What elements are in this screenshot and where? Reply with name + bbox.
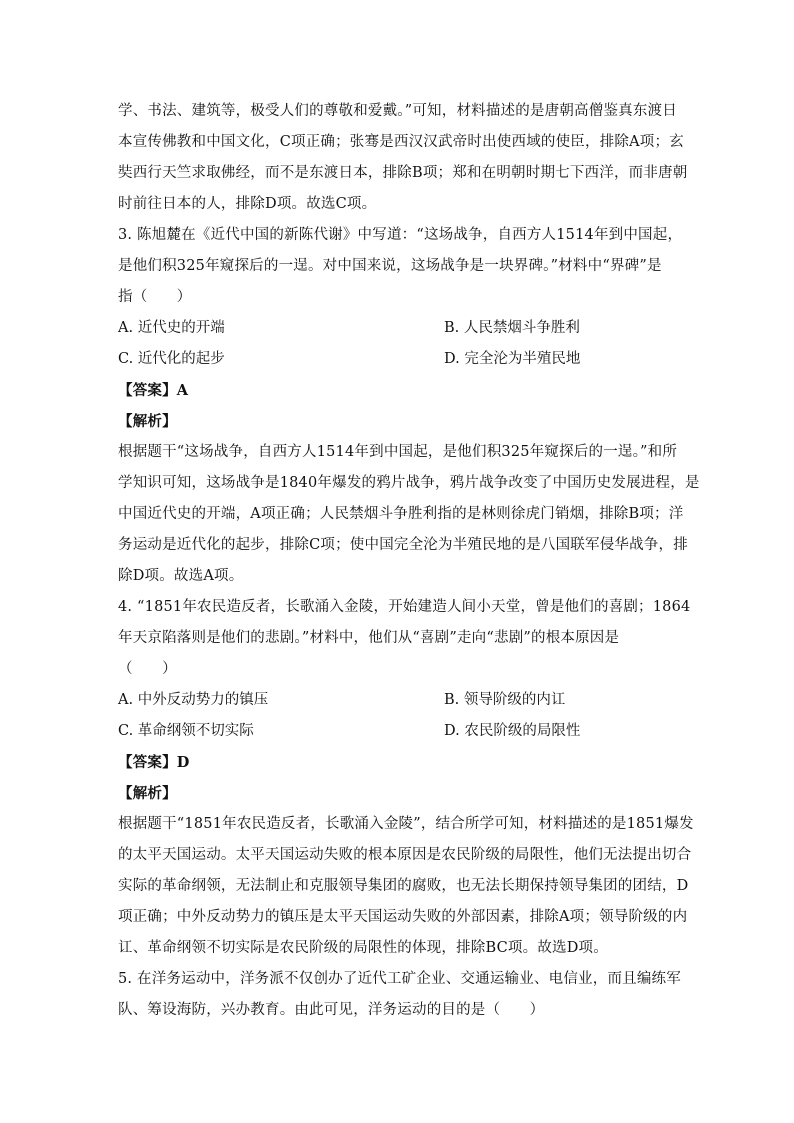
analysis-label: 【解析】 bbox=[118, 413, 177, 430]
analysis-line: 中国近代史的开端，A项正确；人民禁烟斗争胜利指的是林则徐虎门销烟，排除B项；洋 bbox=[118, 506, 684, 522]
analysis-line: 的太平天国运动。太平天国运动失败的根本原因是农民阶级的局限性，他们无法提出切合 bbox=[118, 847, 692, 863]
analysis-label: 【解析】 bbox=[118, 785, 177, 802]
analysis-line: 务运动是近代化的起步，排除C项；使中国完全沦为半殖民地的是八国联军侵华战争，排 bbox=[118, 537, 688, 553]
analysis-line: 学知识可知，这场战争是1840年爆发的鸦片战争，鸦片战争改变了中国历史发展进程，是 bbox=[118, 475, 700, 491]
question-stem-line: 3. 陈旭麓在《近代中国的新陈代谢》中写道：“这场战争，自西方人1514年到中国起， bbox=[118, 227, 683, 243]
option-d: D. 完全沦为半殖民地 bbox=[444, 351, 581, 367]
previous-explanation bbox=[118, 96, 688, 220]
text-line: 学、书法、建筑等，极受人们的尊敬和爱戴。”可知，材料描述的是唐朝高僧鉴真东渡日 bbox=[118, 103, 677, 119]
analysis-line: 除D项。故选A项。 bbox=[118, 568, 244, 584]
option-row bbox=[118, 685, 678, 716]
text-line: 时前往日本的人，排除D项。故选C项。 bbox=[118, 196, 377, 212]
question-stem-line: 是他们积325年窥探后的一逞。对中国来说，这场战争是一块界碑。”材料中“界碑”是 bbox=[118, 258, 662, 274]
text-line: 本宣传佛教和中国文化，C项正确；张骞是西汉汉武帝时出使西域的使臣，排除A项；玄 bbox=[118, 134, 684, 150]
question-stem-line: 指（ ） bbox=[118, 289, 192, 305]
option-c: C. 近代化的起步 bbox=[118, 351, 225, 367]
text-line: 奘西行天竺求取佛经，而不是东渡日本，排除B项；郑和在明朝时期七下西洋，而非唐朝 bbox=[118, 165, 688, 181]
question-stem-line: 年天京陷落则是他们的悲剧。”材料中，他们从“喜剧”走向“悲剧”的根本原因是 bbox=[118, 630, 620, 646]
analysis-line: 讧、革命纲领不切实际是农民阶级的局限性的体现，排除BC项。故选D项。 bbox=[118, 940, 608, 956]
option-row bbox=[118, 716, 678, 747]
option-row bbox=[118, 344, 678, 375]
analysis-line: 根据题干“这场战争，自西方人1514年到中国起，是他们积325年窥探后的一逞。”和所 bbox=[118, 444, 678, 460]
question-5 bbox=[118, 964, 681, 1026]
analysis-line: 项正确；中外反动势力的镇压是太平天国运动失败的外部因素，排除A项；领导阶级的内 bbox=[118, 909, 688, 925]
question-stem-line: 队、筹设海防，兴办教育。由此可见，洋务运动的目的是（ ） bbox=[118, 1002, 545, 1018]
question-stem-line: 5. 在洋务运动中，洋务派不仅创办了近代工矿企业、交通运输业、电信业，而且编练军 bbox=[118, 971, 681, 987]
option-a: A. 近代史的开端 bbox=[118, 320, 225, 336]
option-d: D. 农民阶级的局限性 bbox=[444, 723, 581, 739]
analysis-line: 实际的革命纲领，无法制止和克服领导集团的腐败，也无法长期保持领导集团的团结，D bbox=[118, 878, 689, 894]
document-page bbox=[118, 96, 700, 1026]
option-c: C. 革命纲领不切实际 bbox=[118, 723, 254, 739]
option-row bbox=[118, 313, 678, 344]
answer-label: 【答案】A bbox=[118, 382, 189, 399]
question-stem-line: （ ） bbox=[118, 661, 177, 677]
option-b: B. 领导阶级的内讧 bbox=[444, 692, 566, 708]
analysis-line: 根据题干“1851年农民造反者，长歌涌入金陵”，结合所学可知，材料描述的是1851爆发 bbox=[118, 816, 694, 832]
answer-label: 【答案】D bbox=[118, 754, 190, 771]
option-b: B. 人民禁烟斗争胜利 bbox=[444, 320, 580, 336]
question-4 bbox=[118, 592, 694, 964]
option-a: A. 中外反动势力的镇压 bbox=[118, 692, 269, 708]
question-stem-line: 4. “1851年农民造反者，长歌涌入金陵，开始建造人间小天堂，曾是他们的喜剧；1864 bbox=[118, 599, 691, 615]
question-3 bbox=[118, 220, 700, 592]
